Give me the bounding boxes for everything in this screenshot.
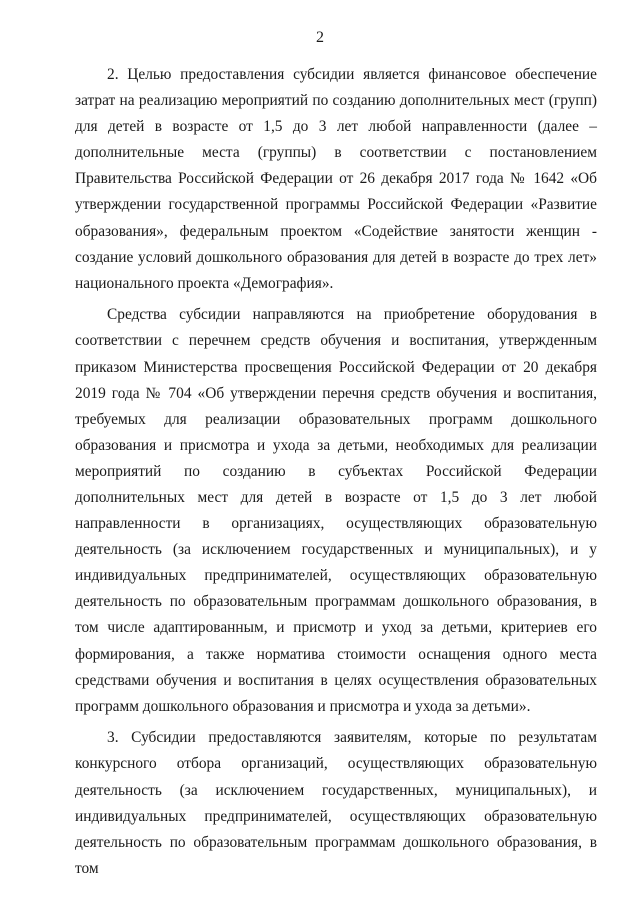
paragraph-subsidy-recipients: 3. Субсидии предоставляются заявителям, которые по результатам конкурсного отбора организаций, осуществляющих образовательную деятельность (за исключением государственных, муниципальных), и индивидуальных предпринимателей, осуществляющих образовательную деятельность по образовательным программам дошкольного образования, в том	[75, 729, 597, 877]
page-number: 2	[316, 29, 324, 46]
paragraph-subsidy-purpose: 2. Целью предоставления субсидии является финансовое обеспечение затрат на реализацию мероприятий по созданию дополнительных мест (групп) для детей в возрасте от 1,5 до 3 лет любой направленности (далее – дополнительные места (группы) в соответствии с постановлением Правительства Российской Федерации от 26 декабря 2017 года № 1642 «Об утверждении государственной программы Российской Федерации «Развитие образования», федеральным проектом «Содействие занятости женщин - создание условий дошкольного образования для детей в возрасте до трех лет» национального проекта «Демография».	[75, 66, 597, 292]
paragraph-subsidy-funds: Средства субсидии направляются на приобретение оборудования в соответствии с перечнем средств обучения и воспитания, утвержденным приказом Министерства просвещения Российской Федерации от 20 декабря 2019 года № 704 «Об утверждении перечня средств обучения и воспитания, требуемых для реализации образовательных программ дошкольного образования и присмотра и ухода за детьми, необходимых для реализации мероприятий по созданию в субъектах Российской Федерации дополнительных мест для детей в возрасте от 1,5 до 3 лет любой направленности в организациях, осуществляющих образовательную деятельность (за исключением государственных и муниципальных), и у индивидуальных предпринимателей, осуществляющих образовательную деятельность по образовательным программам дошкольного образования, в том числе адаптированным, и присмотр и уход за детьми, критериев его формирования, а также норматива стоимости оснащения одного места средствами обучения и воспитания в целях осуществления образовательных программ дошкольного образования и присмотра и ухода за детьми».	[75, 306, 597, 715]
document-body	[75, 62, 597, 887]
